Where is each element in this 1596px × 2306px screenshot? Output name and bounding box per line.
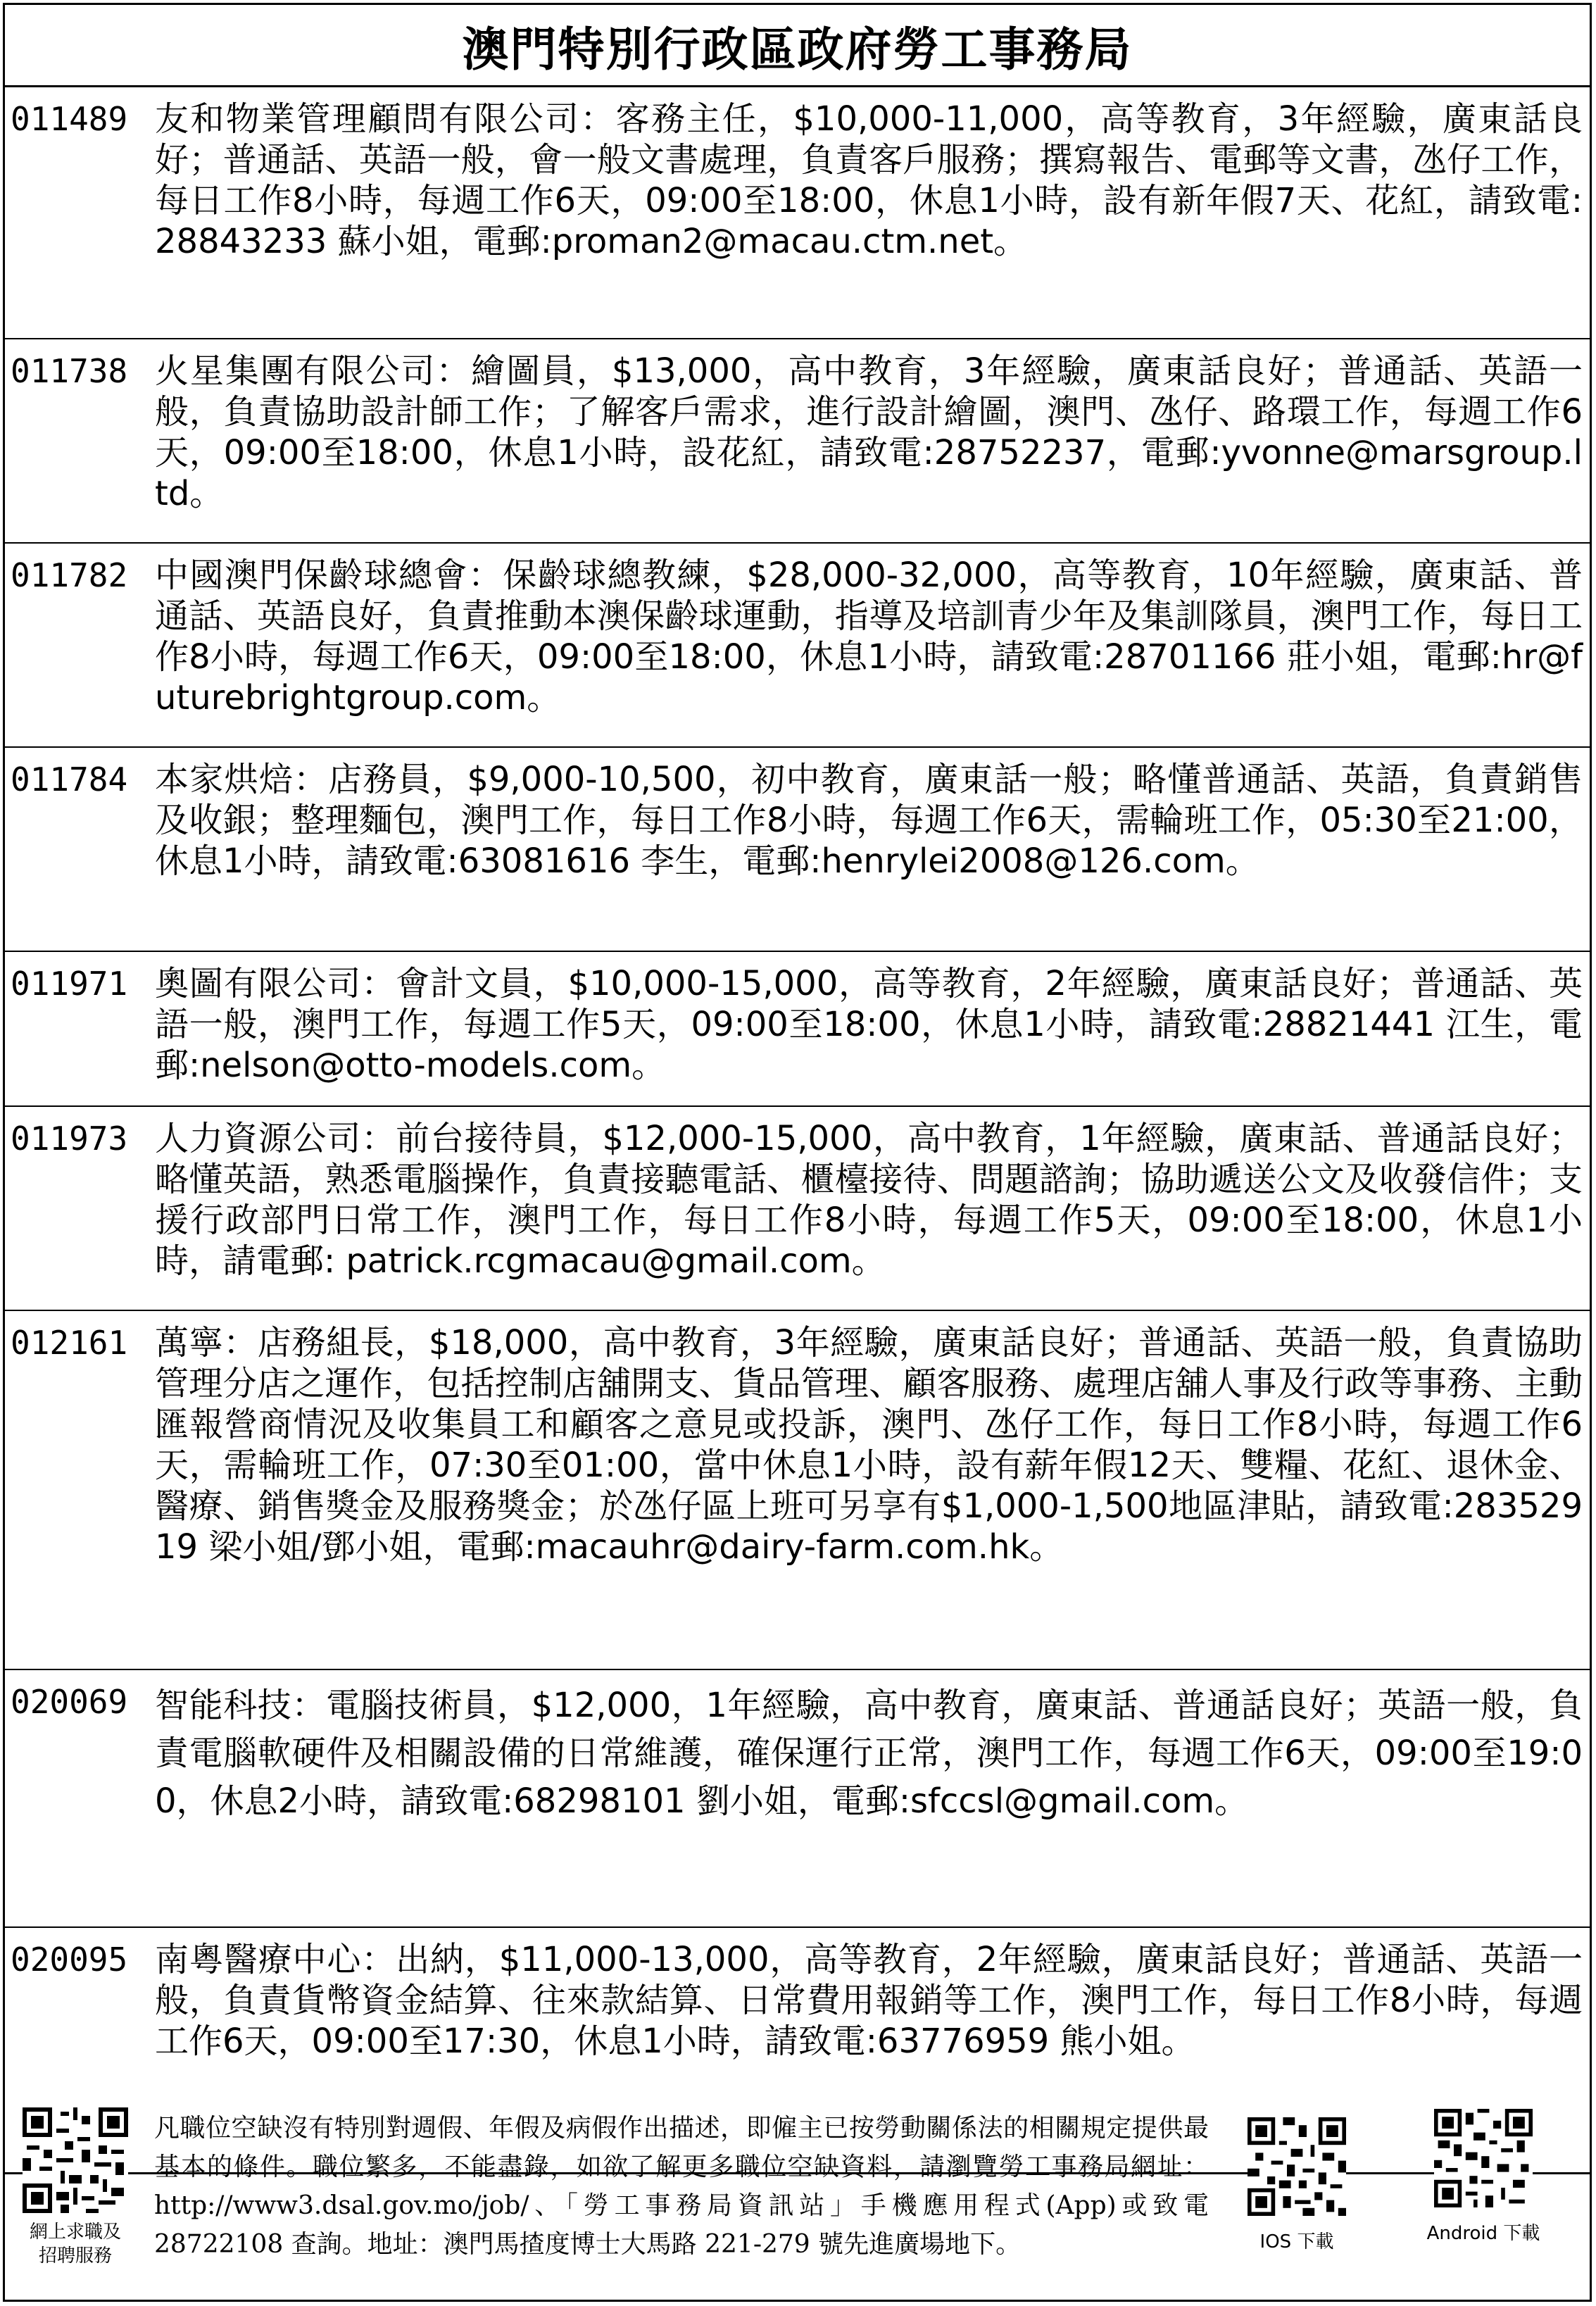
job-item: [5, 544, 1590, 748]
page-title: 澳門特別行政區政府勞工事務局: [462, 22, 1133, 77]
job-description: 火星集團有限公司：繪圖員，$13,000，高中教育，3年經驗，廣東話良好；普通話、英語一般，負責協助設計師工作；了解客戶需求，進行設計繪圖，澳門、氹仔、路環工作，每週工作6天，09:00至18:00，休息1小時，設花紅，請致電:28752237，電郵:yvonne@marsgroup.ltd。: [155, 351, 1583, 513]
job-id: 020095: [11, 1941, 128, 1979]
job-id: 020069: [11, 1683, 128, 1721]
job-id: 011738: [11, 352, 128, 390]
job-id: 011973: [11, 1120, 128, 1158]
job-service-qr[interactable]: [5, 2102, 146, 2300]
job-id: 011971: [11, 965, 128, 1003]
page-header: [5, 5, 1590, 87]
job-item: [5, 748, 1590, 952]
qr-caption: 網上求職及: [29, 2222, 121, 2243]
job-description: 人力資源公司：前台接待員，$12,000-15,000，高中教育，1年經驗，廣東話、普通話良好；略懂英語，熟悉電腦操作，負責接聽電話、櫃檯接待、問題諮詢；協助遞送公文及收發信件；支援行政部門日常工作，澳門工作，每日工作8小時，每週工作5天，09:00至18:00，休息1小時，請電郵: patrick.rcgmacau@gmail.com。: [155, 1119, 1583, 1281]
footer: [5, 2102, 1590, 2300]
job-description: 奧圖有限公司：會計文員，$10,000-15,000，高等教育，2年經驗，廣東話良好；普通話、英語一般，澳門工作，每週工作5天，09:00至18:00，休息1小時，請致電:28821441 江生，電郵:nelson@otto-models.com。: [155, 964, 1583, 1085]
qr-code-icon[interactable]: [1248, 2117, 1346, 2216]
footer-notice: 凡職位空缺沒有特別對週假、年假及病假作出描述，即僱主已按勞動關係法的相關規定提供最基本的條件。職位繁多，不能盡錄，如欲了解更多職位空缺資料，請瀏覽勞工事務局網址：http://www3.dsal.gov.mo/job/、「勞工事務局資訊站」手機應用程式(App)或致電 28722108 查詢。地址：澳門馬揸度博士大馬路 221-279 號先進廣場地下。: [154, 2114, 1209, 2259]
qr-caption: 招聘服務: [38, 2245, 112, 2267]
job-description: 中國澳門保齡球總會：保齡球總教練，$28,000-32,000，高等教育，10年經驗，廣東話、普通話、英語良好，負責推動本澳保齡球運動，指導及培訓青少年及集訓隊員，澳門工作，每日工作8小時，每週工作6天，09:00至18:00，休息1小時，請致電:28701166 莊小姐，電郵:hr@futurebrightgroup.com。: [155, 556, 1583, 718]
qr-code-icon[interactable]: [1434, 2109, 1533, 2207]
android-download-qr[interactable]: [1378, 2102, 1589, 2300]
android-download-caption: Android 下載: [1426, 2223, 1540, 2244]
job-description: 萬寧：店務組長，$18,000，高中教育，3年經驗，廣東話良好；普通話、英語一般，負責協助管理分店之運作，包括控制店舖開支、貨品管理、顧客服務、處理店舖人事及行政等事務、主動匯報營商情況及收集員工和顧客之意見或投訴，澳門、氹仔工作，每日工作8小時，每週工作6天，需輪班工作，07:30至01:00，當中休息1小時，設有薪年假12天、雙糧、花紅、退休金、醫療、銷售獎金及服務獎金；於氹仔區上班可另享有$1,000-1,500地區津貼，請致電:28352919 梁小姐/鄧小姐，電郵:macauhr@dairy-farm.com.hk。: [155, 1323, 1583, 1567]
job-listing-page: [3, 3, 1592, 2302]
job-description: 本家烘焙：店務員，$9,000-10,500，初中教育，廣東話一般；略懂普通話、英語，負責銷售及收銀；整理麵包，澳門工作，每日工作8小時，每週工作6天，需輪班工作，05:30至21:00，休息1小時，請致電:63081616 李生，電郵:henrylei2008@126.com。: [155, 760, 1583, 881]
job-id: 012161: [11, 1324, 128, 1362]
qr-code-icon[interactable]: [23, 2107, 128, 2213]
job-description: 友和物業管理顧問有限公司：客務主任，$10,000-11,000，高等教育，3年經驗，廣東話良好；普通話、英語一般，會一般文書處理，負責客戶服務；撰寫報告、電郵等文書，氹仔工作，每日工作8小時，每週工作6天，09:00至18:00，休息1小時，設有新年假7天、花紅，請致電:28843233 蘇小姐，電郵:proman2@macau.ctm.net。: [155, 99, 1583, 261]
job-item: [5, 87, 1590, 339]
job-item: [5, 1107, 1590, 1311]
job-item: [5, 1670, 1590, 1928]
job-description: 智能科技：電腦技術員，$12,000，1年經驗，高中教育，廣東話、普通話良好；英語一般，負責電腦軟硬件及相關設備的日常維護，確保運行正常，澳門工作，每週工作6天，09:00至19:00，休息2小時，請致電:68298101 劉小姐，電郵:sfccsl@gmail.com。: [155, 1686, 1583, 1821]
job-item: [5, 952, 1590, 1107]
job-item: [5, 339, 1590, 544]
job-list: [5, 87, 1590, 2104]
job-id: 011489: [11, 100, 128, 138]
job-item: [5, 1311, 1590, 1670]
ios-download-qr[interactable]: [1216, 2102, 1378, 2300]
job-id: 011782: [11, 556, 128, 594]
job-description: 南粵醫療中心：出納，$11,000-13,000，高等教育，2年經驗，廣東話良好；普通話、英語一般，負責貨幣資金結算、往來款結算、日常費用報銷等工作，澳門工作，每日工作8小時，每週工作6天，09:00至17:30，休息1小時，請致電:63776959 熊小姐。: [155, 1940, 1583, 2061]
job-id: 011784: [11, 760, 128, 798]
ios-download-caption: IOS 下載: [1259, 2231, 1334, 2252]
